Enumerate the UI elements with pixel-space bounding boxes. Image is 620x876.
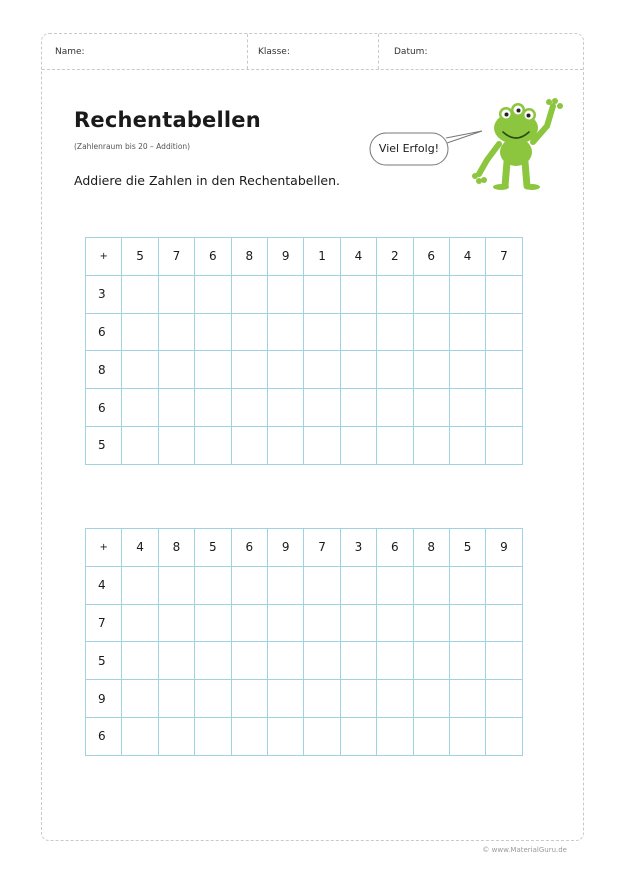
- answer-cell[interactable]: [195, 604, 231, 642]
- row-header-cell: 6: [86, 389, 122, 427]
- answer-cell[interactable]: [377, 313, 413, 351]
- answer-cell[interactable]: [449, 604, 485, 642]
- row-header-cell: 3: [86, 275, 122, 313]
- answer-cell[interactable]: [304, 642, 340, 680]
- answer-cell[interactable]: [231, 642, 267, 680]
- answer-cell[interactable]: [195, 426, 231, 464]
- answer-cell[interactable]: [377, 426, 413, 464]
- answer-cell[interactable]: [486, 680, 522, 718]
- answer-cell[interactable]: [340, 566, 376, 604]
- answer-cell[interactable]: [122, 351, 158, 389]
- answer-cell[interactable]: [449, 389, 485, 427]
- answer-cell[interactable]: [340, 313, 376, 351]
- answer-cell[interactable]: [449, 351, 485, 389]
- answer-cell[interactable]: [304, 313, 340, 351]
- addition-table-2: [85, 528, 523, 756]
- instruction-text: Addiere die Zahlen in den Rechentabellen.: [74, 173, 340, 188]
- column-header-cell: 9: [486, 529, 522, 567]
- class-label: Klasse:: [258, 47, 290, 57]
- answer-cell[interactable]: [122, 389, 158, 427]
- answer-cell[interactable]: [267, 275, 303, 313]
- answer-cell[interactable]: [195, 389, 231, 427]
- answer-cell[interactable]: [195, 642, 231, 680]
- row-header-cell: 7: [86, 604, 122, 642]
- operator-cell: +: [86, 238, 122, 276]
- answer-cell[interactable]: [377, 351, 413, 389]
- answer-cell[interactable]: [413, 351, 449, 389]
- column-header-cell: 5: [449, 529, 485, 567]
- answer-cell[interactable]: [340, 680, 376, 718]
- table-row: [86, 642, 523, 680]
- answer-cell[interactable]: [413, 313, 449, 351]
- answer-cell[interactable]: [267, 680, 303, 718]
- column-header-cell: 3: [340, 529, 376, 567]
- row-header-cell: 6: [86, 313, 122, 351]
- table-row: [86, 313, 523, 351]
- speech-bubble-text: Viel Erfolg!: [378, 142, 440, 155]
- answer-cell[interactable]: [304, 717, 340, 755]
- answer-cell[interactable]: [304, 566, 340, 604]
- date-label: Datum:: [394, 47, 428, 57]
- column-header-cell: 6: [377, 529, 413, 567]
- name-label: Name:: [55, 47, 85, 57]
- column-header-cell: 6: [413, 238, 449, 276]
- answer-cell[interactable]: [158, 642, 194, 680]
- answer-cell[interactable]: [195, 680, 231, 718]
- answer-cell[interactable]: [413, 642, 449, 680]
- answer-cell[interactable]: [267, 426, 303, 464]
- answer-cell[interactable]: [377, 642, 413, 680]
- answer-cell[interactable]: [231, 351, 267, 389]
- answer-cell[interactable]: [267, 313, 303, 351]
- answer-cell[interactable]: [377, 604, 413, 642]
- answer-cell[interactable]: [413, 566, 449, 604]
- row-header-cell: 9: [86, 680, 122, 718]
- answer-cell[interactable]: [231, 604, 267, 642]
- answer-cell[interactable]: [486, 642, 522, 680]
- answer-cell[interactable]: [122, 604, 158, 642]
- answer-cell[interactable]: [413, 604, 449, 642]
- answer-cell[interactable]: [195, 566, 231, 604]
- column-header-cell: 9: [267, 529, 303, 567]
- column-header-cell: 8: [231, 238, 267, 276]
- answer-cell[interactable]: [486, 313, 522, 351]
- answer-cell[interactable]: [340, 642, 376, 680]
- table-row: [86, 717, 523, 755]
- answer-cell[interactable]: [158, 351, 194, 389]
- answer-cell[interactable]: [304, 680, 340, 718]
- copyright-footer: © www.MaterialGuru.de: [482, 846, 567, 854]
- answer-cell[interactable]: [413, 275, 449, 313]
- answer-cell[interactable]: [486, 426, 522, 464]
- page-title: Rechentabellen: [74, 108, 261, 132]
- column-header-cell: 5: [122, 238, 158, 276]
- answer-cell[interactable]: [449, 275, 485, 313]
- answer-cell[interactable]: [449, 680, 485, 718]
- page-subtitle: (Zahlenraum bis 20 – Addition): [74, 142, 191, 151]
- answer-cell[interactable]: [231, 566, 267, 604]
- row-header-cell: 8: [86, 351, 122, 389]
- answer-cell[interactable]: [122, 642, 158, 680]
- answer-cell[interactable]: [377, 275, 413, 313]
- answer-cell[interactable]: [304, 351, 340, 389]
- class-field[interactable]: [247, 34, 378, 69]
- table-row: [86, 426, 523, 464]
- answer-cell[interactable]: [304, 426, 340, 464]
- answer-cell[interactable]: [449, 313, 485, 351]
- answer-cell[interactable]: [231, 389, 267, 427]
- answer-cell[interactable]: [377, 680, 413, 718]
- answer-cell[interactable]: [304, 389, 340, 427]
- worksheet-header: [42, 34, 583, 70]
- column-header-cell: 1: [304, 238, 340, 276]
- answer-cell[interactable]: [231, 680, 267, 718]
- answer-cell[interactable]: [304, 604, 340, 642]
- answer-cell[interactable]: [158, 680, 194, 718]
- answer-cell[interactable]: [449, 642, 485, 680]
- answer-cell[interactable]: [340, 351, 376, 389]
- row-header-cell: 5: [86, 642, 122, 680]
- answer-cell[interactable]: [340, 275, 376, 313]
- answer-cell[interactable]: [340, 604, 376, 642]
- column-header-cell: 7: [158, 238, 194, 276]
- table-row: [86, 566, 523, 604]
- green-frog-mascot-icon: [469, 96, 569, 190]
- column-header-cell: 4: [122, 529, 158, 567]
- answer-cell[interactable]: [122, 566, 158, 604]
- answer-cell[interactable]: [449, 566, 485, 604]
- answer-cell[interactable]: [195, 351, 231, 389]
- answer-cell[interactable]: [449, 426, 485, 464]
- answer-cell[interactable]: [158, 717, 194, 755]
- answer-cell[interactable]: [122, 426, 158, 464]
- answer-cell[interactable]: [449, 717, 485, 755]
- name-field[interactable]: [42, 34, 247, 69]
- answer-cell[interactable]: [267, 604, 303, 642]
- answer-cell[interactable]: [304, 275, 340, 313]
- column-header-cell: 9: [267, 238, 303, 276]
- answer-cell[interactable]: [158, 426, 194, 464]
- answer-cell[interactable]: [486, 275, 522, 313]
- answer-cell[interactable]: [413, 717, 449, 755]
- answer-cell[interactable]: [340, 426, 376, 464]
- answer-cell[interactable]: [413, 680, 449, 718]
- answer-cell[interactable]: [486, 717, 522, 755]
- operator-cell: +: [86, 529, 122, 567]
- row-header-cell: 4: [86, 566, 122, 604]
- answer-cell[interactable]: [267, 642, 303, 680]
- column-header-cell: 7: [304, 529, 340, 567]
- answer-cell[interactable]: [486, 604, 522, 642]
- column-header-cell: 6: [195, 238, 231, 276]
- column-header-cell: 4: [340, 238, 376, 276]
- answer-cell[interactable]: [231, 717, 267, 755]
- answer-cell[interactable]: [340, 389, 376, 427]
- answer-cell[interactable]: [122, 275, 158, 313]
- answer-cell[interactable]: [122, 717, 158, 755]
- answer-cell[interactable]: [195, 313, 231, 351]
- answer-cell[interactable]: [158, 313, 194, 351]
- table-row: [86, 680, 523, 718]
- row-header-cell: 5: [86, 426, 122, 464]
- answer-cell[interactable]: [413, 389, 449, 427]
- table-header-row: [86, 238, 523, 276]
- column-header-cell: 8: [413, 529, 449, 567]
- table-row: [86, 351, 523, 389]
- column-header-cell: 8: [158, 529, 194, 567]
- answer-cell[interactable]: [486, 351, 522, 389]
- answer-cell[interactable]: [231, 426, 267, 464]
- answer-cell[interactable]: [267, 351, 303, 389]
- answer-cell[interactable]: [377, 566, 413, 604]
- answer-cell[interactable]: [340, 717, 376, 755]
- answer-cell[interactable]: [122, 313, 158, 351]
- column-header-cell: 7: [486, 238, 522, 276]
- answer-cell[interactable]: [267, 566, 303, 604]
- answer-cell[interactable]: [486, 389, 522, 427]
- answer-cell[interactable]: [195, 717, 231, 755]
- table-row: [86, 604, 523, 642]
- answer-cell[interactable]: [267, 717, 303, 755]
- answer-cell[interactable]: [122, 680, 158, 718]
- answer-cell[interactable]: [195, 275, 231, 313]
- answer-cell[interactable]: [231, 313, 267, 351]
- answer-cell[interactable]: [486, 566, 522, 604]
- answer-cell[interactable]: [413, 426, 449, 464]
- column-header-cell: 6: [231, 529, 267, 567]
- answer-cell[interactable]: [231, 275, 267, 313]
- answer-cell[interactable]: [158, 604, 194, 642]
- answer-cell[interactable]: [158, 566, 194, 604]
- addition-table-1: [85, 237, 523, 465]
- answer-cell[interactable]: [267, 389, 303, 427]
- row-header-cell: 6: [86, 717, 122, 755]
- answer-cell[interactable]: [158, 389, 194, 427]
- column-header-cell: 2: [377, 238, 413, 276]
- answer-cell[interactable]: [158, 275, 194, 313]
- column-header-cell: 5: [195, 529, 231, 567]
- answer-cell[interactable]: [377, 717, 413, 755]
- answer-cell[interactable]: [377, 389, 413, 427]
- table-header-row: [86, 529, 523, 567]
- date-field[interactable]: [378, 34, 585, 69]
- table-row: [86, 275, 523, 313]
- column-header-cell: 4: [449, 238, 485, 276]
- table-row: [86, 389, 523, 427]
